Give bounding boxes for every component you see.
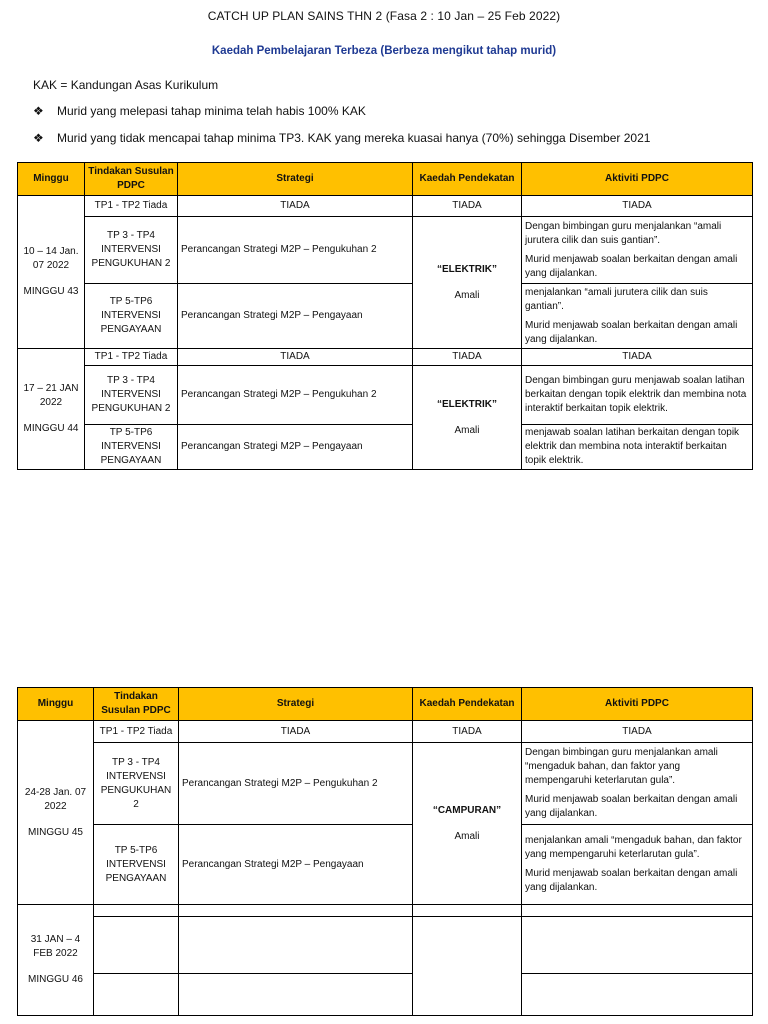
aktiviti-cell [522,825,753,905]
strategi-cell: Perancangan Strategi M2P – Pengukuhan 2 [178,217,413,284]
aktiviti-cell-empty [522,974,753,1016]
strategi-cell: Perancangan Strategi M2P – Pengukuhan 2 [179,743,413,825]
strategi-cell-empty [179,974,413,1016]
bullet-text: Murid yang tidak mencapai tahap minima TP3. KAK yang mereka kuasai hanya (70%) sehingga Disember 2021 [57,131,651,145]
strategi-cell: Perancangan Strategi M2P – Pengayaan [178,425,413,470]
kaedah-cell [413,366,522,470]
week-number: MINGGU 45 [27,826,83,838]
tindakan-cell: TP 5-TP6 INTERVENSI PENGAYAAN [85,284,178,349]
bullet-item [33,131,650,145]
kaedah-cell-empty [413,917,522,1016]
diamond-bullet-icon: ❖ [33,104,44,118]
tindakan-cell: TP 3 - TP4 INTERVENSI PENGUKUHAN 2 [85,366,178,425]
week-cell [18,349,85,470]
week-number: MINGGU 44 [23,423,79,434]
plan-table-2 [17,687,753,1016]
aktiviti-text: Murid menjawab soalan berkaitan dengan amali yang dijalankan. [525,794,738,819]
col-header-kaedah: Kaedah Pendekatan [413,163,522,196]
week-cell [18,721,94,905]
col-header-kaedah: Kaedah Pendekatan [413,688,522,721]
bullet-text: Murid yang melepasi tahap minima telah habis 100% KAK [57,104,366,118]
aktiviti-text: Dengan bimbingan guru menjalankan “amali jurutera cilik dan suis gantian”. [525,220,722,246]
tindakan-cell: TP1 - TP2 Tiada [85,196,178,217]
tindakan-cell-empty [94,974,179,1016]
strategi-cell-empty [179,917,413,974]
strategi-cell: TIADA [179,721,413,743]
document-subtitle: Kaedah Pembelajaran Terbeza (Berbeza mengikut tahap murid) [211,45,557,57]
col-header-minggu: Minggu [18,688,94,721]
aktiviti-cell: TIADA [522,721,753,743]
strategi-cell: Perancangan Strategi M2P – Pengayaan [178,284,413,349]
kaedah-theme: “CAMPURAN” [432,804,502,816]
kaedah-cell [413,743,522,905]
tindakan-cell: TP1 - TP2 Tiada [85,349,178,366]
col-header-strategi: Strategi [179,688,413,721]
aktiviti-text: menjawab soalan latihan berkaitan dengan topik elektrik dan membina nota interaktif berkaitan topik elektrik. [525,427,740,466]
col-header-tindakan: Tindakan Susulan PDPC [94,688,179,721]
col-header-aktiviti: Aktiviti PDPC [522,688,753,721]
aktiviti-text: Murid menjawab soalan berkaitan dengan amali yang dijalankan. [525,319,738,345]
tindakan-cell-empty [94,917,179,974]
aktiviti-text: Murid menjawab soalan berkaitan dengan amali yang dijalankan. [525,868,738,893]
kaedah-cell-empty [413,905,522,917]
week-dates: 10 – 14 Jan. 07 2022 [23,246,79,271]
kaedah-cell: TIADA [413,196,522,217]
aktiviti-text: Murid menjawab soalan berkaitan dengan amali yang dijalankan. [525,253,738,279]
aktiviti-text: Dengan bimbingan guru menjalankan amali “mengaduk bahan, dan faktor yang mempengaruhi keterlarutan gula”. [525,747,718,786]
week-number: MINGGU 46 [27,974,83,985]
strategi-cell-empty [179,905,413,917]
aktiviti-cell [522,743,753,825]
tindakan-cell-empty [94,905,179,917]
col-header-tindakan: Tindakan Susulan PDPC [85,163,178,196]
diamond-bullet-icon: ❖ [33,131,44,145]
aktiviti-cell [522,284,753,349]
aktiviti-cell-empty [522,917,753,974]
aktiviti-text: Dengan bimbingan guru menjawab soalan latihan berkaitan dengan topik elektrik dan membina nota interaktif berkaitan topik elektrik. [525,375,747,414]
kaedah-theme: “ELEKTRIK” [437,398,497,410]
kaedah-cell [413,217,522,349]
aktiviti-cell [522,217,753,284]
kaedah-method: Amali [454,289,480,301]
week-cell [18,196,85,349]
week-number: MINGGU 43 [23,286,79,297]
tindakan-cell: TP1 - TP2 Tiada [94,721,179,743]
aktiviti-cell: TIADA [522,349,753,366]
aktiviti-text: menjalankan “amali jurutera cilik dan suis gantian”. [525,286,708,312]
col-header-strategi: Strategi [178,163,413,196]
week-dates: 17 – 21 JAN 2022 [23,383,79,408]
plan-table-1 [17,162,753,470]
strategi-cell: Perancangan Strategi M2P – Pengukuhan 2 [178,366,413,425]
kaedah-cell: TIADA [413,349,522,366]
tindakan-cell: TP 3 - TP4 INTERVENSI PENGUKUHAN 2 [85,217,178,284]
week-dates: 24-28 Jan. 07 2022 [24,786,87,812]
tindakan-cell: TP 5-TP6 INTERVENSI PENGAYAAN [85,425,178,470]
aktiviti-cell-empty [522,905,753,917]
aktiviti-cell [522,425,753,470]
kaedah-cell: TIADA [413,721,522,743]
kak-definition: KAK = Kandungan Asas Kurikulum [33,78,219,92]
kaedah-theme: “ELEKTRIK” [437,263,497,275]
aktiviti-cell [522,366,753,425]
tindakan-cell: TP 3 - TP4 INTERVENSI PENGUKUHAN 2 [94,743,179,825]
aktiviti-cell: TIADA [522,196,753,217]
tindakan-cell: TP 5-TP6 INTERVENSI PENGAYAAN [94,825,179,905]
document-title: CATCH UP PLAN SAINS THN 2 (Fasa 2 : 10 Jan – 25 Feb 2022) [207,9,561,23]
strategi-cell: Perancangan Strategi M2P – Pengayaan [179,825,413,905]
kaedah-method: Amali [454,830,480,842]
col-header-minggu: Minggu [18,163,85,196]
bullet-item [33,104,366,118]
week-cell [18,905,94,1016]
week-dates: 31 JAN – 4 FEB 2022 [30,934,81,959]
strategi-cell: TIADA [178,349,413,366]
kaedah-method: Amali [454,424,480,436]
strategi-cell: TIADA [178,196,413,217]
aktiviti-text: menjalankan amali “mengaduk bahan, dan faktor yang mempengaruhi keterlarutan gula”. [525,835,742,860]
col-header-aktiviti: Aktiviti PDPC [522,163,753,196]
